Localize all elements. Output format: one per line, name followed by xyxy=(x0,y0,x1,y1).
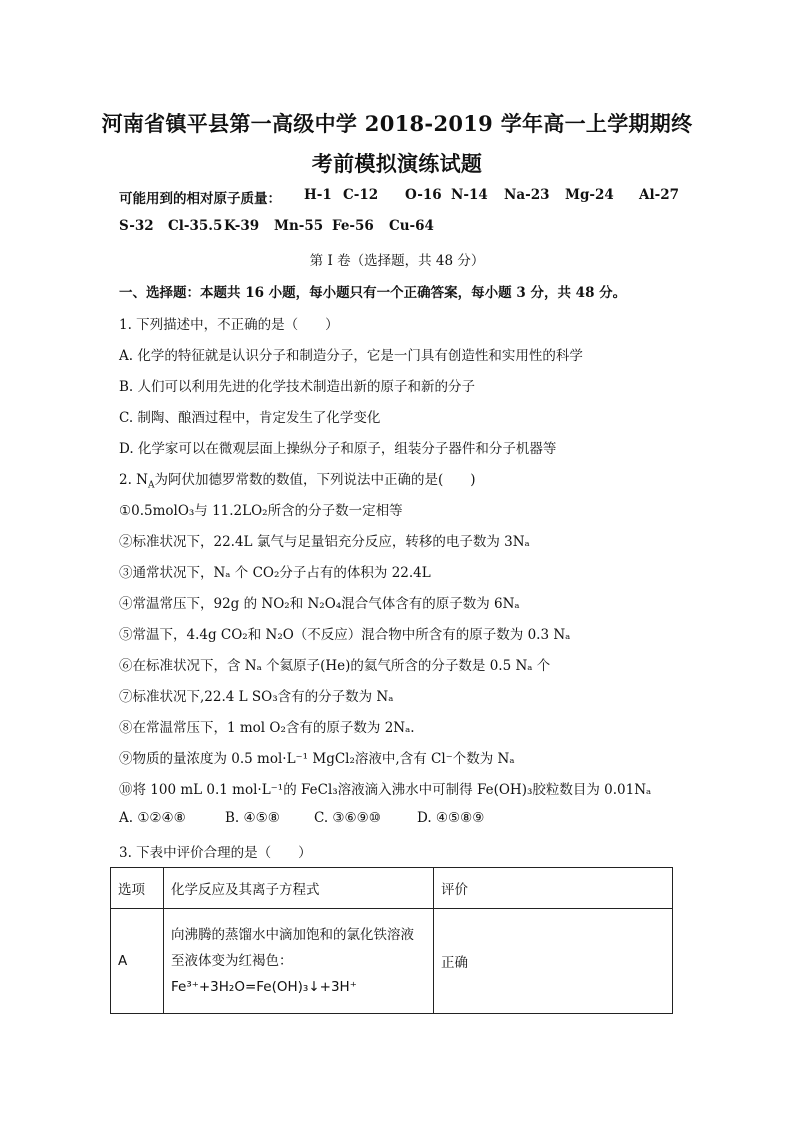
q3-row-a-reaction-line3: Fe³⁺+3H₂O=Fe(OH)₃↓+3H⁺ xyxy=(171,979,357,995)
q2-statement-10: ⑩将 100 mL 0.1 mol·L⁻¹的 FeCl₃溶液滴入沸水中可制得 Fe(OH)₃胶粒数目为 0.01Nₐ xyxy=(119,782,652,798)
q2-statement-7: ⑦标准状况下,22.4 L SO₃含有的分子数为 Nₐ xyxy=(119,689,394,705)
atomic-mass-h: H-1 xyxy=(304,187,332,203)
q1-option-a: A. 化学的特征就是认识分子和制造分子，它是一门具有创造性和实用性的科学 xyxy=(119,348,583,364)
q3-row-a-evaluation: 正确 xyxy=(434,909,673,1014)
atomic-mass-cu: Cu-64 xyxy=(389,218,434,234)
q3-header-evaluation: 评价 xyxy=(434,868,673,909)
q3-header-reaction: 化学反应及其离子方程式 xyxy=(164,868,434,909)
q3-row-a-reaction-line1: 向沸腾的蒸馏水中滴加饱和的氯化铁溶液 xyxy=(171,927,414,943)
q1-option-b: B. 人们可以利用先进的化学技术制造出新的原子和新的分子 xyxy=(119,379,476,395)
q3-table-header-row xyxy=(111,868,673,909)
q3-table xyxy=(110,867,673,1014)
atomic-mass-label: 可能用到的相对原子质量： xyxy=(119,191,281,207)
q2-statement-2: ②标准状况下，22.4L 氯气与足量铝充分反应，转移的电子数为 3Nₐ xyxy=(119,534,530,550)
q2-stem-num: 2. N xyxy=(119,472,148,488)
atomic-mass-fe: Fe-56 xyxy=(332,218,374,234)
q1-option-d: D. 化学家可以在微观层面上操纵分子和原子，组装分子器件和分子机器等 xyxy=(119,441,557,457)
atomic-mass-row-1 xyxy=(119,187,679,207)
q2-stem-sub: A xyxy=(147,480,155,491)
section-header: 一、选择题：本题共 16 小题，每小题只有一个正确答案，每小题 3 分，共 48 分。 xyxy=(119,285,627,301)
q2-option-b: B. ④⑤⑧ xyxy=(225,810,280,826)
q2-statement-6: ⑥在标准状况下，含 Nₐ 个氦原子(He)的氦气所含的分子数是 0.5 Nₐ 个 xyxy=(119,658,551,674)
q3-table-row-a xyxy=(111,909,673,1014)
q1-stem: 1. 下列描述中，不正确的是（ ） xyxy=(119,317,339,333)
q2-stem-rest: 为阿伏加德罗常数的数值，下列说法中正确的是( ) xyxy=(154,472,476,488)
volume-header: 第 I 卷（选择题，共 48 分） xyxy=(309,253,485,269)
q2-statement-3: ③通常状况下，Nₐ 个 CO₂分子占有的体积为 22.4L xyxy=(119,565,431,581)
q2-statement-9: ⑨物质的量浓度为 0.5 mol·L⁻¹ MgCl₂溶液中,含有 Cl⁻个数为 Nₐ xyxy=(119,751,515,767)
q3-row-a-reaction xyxy=(164,909,434,1014)
q2-option-c: C. ③⑥⑨⑩ xyxy=(314,810,381,826)
atomic-mass-row-2 xyxy=(119,218,679,238)
atomic-mass-na: Na-23 xyxy=(504,187,550,203)
q2-stem xyxy=(119,468,476,491)
atomic-mass-al: Al-27 xyxy=(639,187,679,203)
atomic-mass-s: S-32 xyxy=(119,218,154,234)
exam-title-line2: 考前模拟演练试题 xyxy=(311,151,483,176)
q2-statement-1: ①0.5molO₃与 11.2LO₂所含的分子数一定相等 xyxy=(119,503,403,519)
q2-option-a: A. ①②④⑧ xyxy=(119,810,186,826)
atomic-mass-k: K-39 xyxy=(224,218,260,234)
atomic-mass-c: C-12 xyxy=(343,187,379,203)
q3-row-a-reaction-line2: 至液体变为红褐色： xyxy=(171,953,293,969)
q2-statement-4: ④常温常压下，92g 的 NO₂和 N₂O₄混合气体含有的原子数为 6Nₐ xyxy=(119,596,520,612)
atomic-mass-o: O-16 xyxy=(405,187,442,203)
atomic-mass-mn: Mn-55 xyxy=(274,218,324,234)
q3-header-option: 选项 xyxy=(111,868,164,909)
exam-title-line1: 河南省镇平县第一高级中学 2018-2019 学年高一上学期期终 xyxy=(101,111,693,136)
atomic-mass-mg: Mg-24 xyxy=(565,187,614,203)
q3-row-a-option: A xyxy=(111,909,164,1014)
q1-option-c: C. 制陶、酿酒过程中，肯定发生了化学变化 xyxy=(119,410,381,426)
atomic-mass-n: N-14 xyxy=(451,187,488,203)
q2-option-d: D. ④⑤⑧⑨ xyxy=(417,810,485,826)
q2-statement-5: ⑤常温下，4.4g CO₂和 N₂O（不反应）混合物中所含有的原子数为 0.3 Nₐ xyxy=(119,627,571,643)
atomic-mass-cl: Cl-35.5 xyxy=(168,218,223,234)
q3-stem: 3. 下表中评价合理的是（ ） xyxy=(119,845,312,861)
q2-statement-8: ⑧在常温常压下，1 mol O₂含有的原子数为 2Nₐ. xyxy=(119,720,415,736)
